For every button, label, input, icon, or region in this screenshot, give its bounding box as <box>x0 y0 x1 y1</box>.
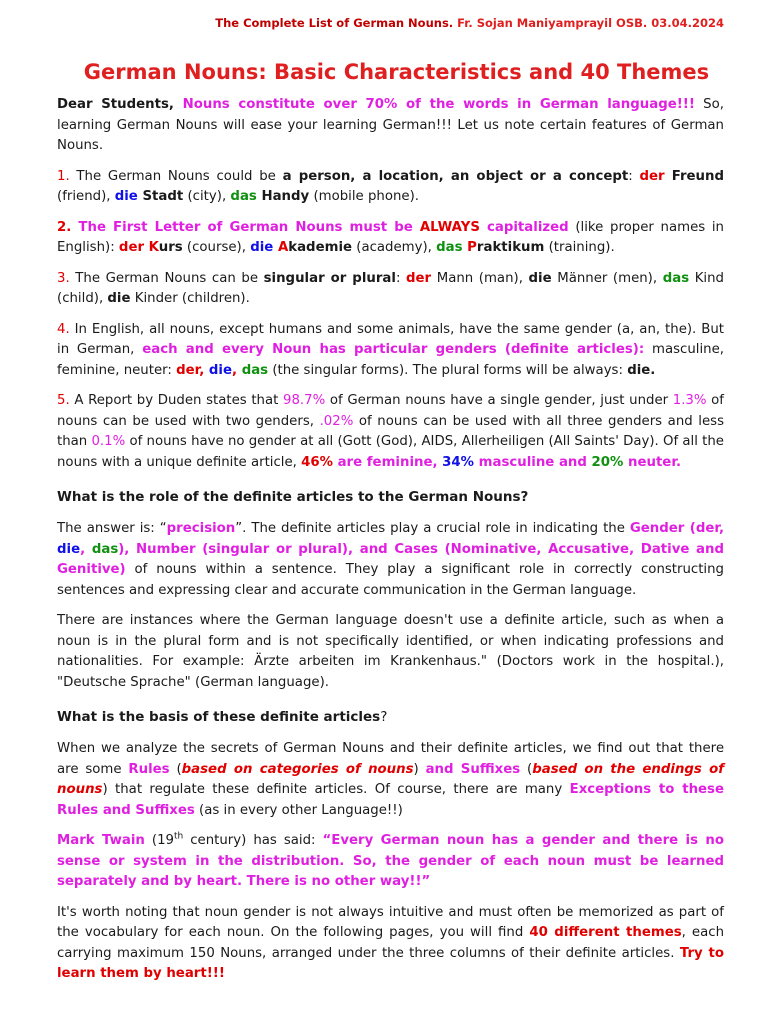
answer-text-3: of nouns within a sentence. They play a significant role in correctly constructing sentences and expressing clear and accurate communication in the German language. <box>57 562 724 598</box>
point-2-text-4: (training). <box>544 240 615 255</box>
intro-greeting: Dear Students, <box>57 97 183 112</box>
article-die: die <box>250 240 274 255</box>
answer-gender: Gender (der, <box>629 521 725 536</box>
point-3-text-3: Männer (men), <box>551 270 663 286</box>
point-2-highlight: The First Letter of German Nouns must be <box>71 219 420 235</box>
article-die-plural-2: die <box>107 291 131 306</box>
quote-author: Mark Twain <box>57 833 145 848</box>
point-2-number: 2. <box>57 219 72 235</box>
learn-by-heart: Try to learn them by heart!!! <box>57 945 724 981</box>
point-5-text-2: of German nouns have a single gender, just under <box>325 393 673 408</box>
exceptions-label: Exceptions to these Rules and Suffixes <box>57 782 724 818</box>
capital-letter-a: A <box>273 240 289 255</box>
quote-text-2: century) has said: <box>183 833 323 848</box>
label-neuter: neuter. <box>623 454 682 470</box>
point-3-text: The German Nouns can be <box>69 270 264 286</box>
paren: ( <box>169 761 182 777</box>
capital-letter-k: K <box>144 240 159 255</box>
rules-text: When we analyze the secrets of German Nouns and their definite articles, we find out that there are some <box>57 741 724 777</box>
point-5-text-5: of nouns have no gender at all (Gott (God), AIDS, Allerheiligen (All Saints' Day). Of all the nouns with a unique definite article, <box>57 434 724 470</box>
noun-akademie-rest: kademie <box>288 240 353 255</box>
article-die-plural: die. <box>627 362 656 378</box>
rules-basis: based on categories of nouns <box>181 761 414 777</box>
point-4-text-2: masculine, feminine, neuter: <box>57 342 724 378</box>
point-4-text-3: (the singular forms). The plural forms will be always: <box>268 362 628 378</box>
page-title: German Nouns: Basic Characteristics and 40 Themes <box>83 60 710 84</box>
closing-text: It's worth noting that noun gender is not always intuitive and must often be memorized as part of the vocabulary for each noun. On the following pages, you will find <box>57 904 724 940</box>
point-3-number: 3. <box>57 270 70 286</box>
point-2-capitalized: capitalized <box>479 219 569 235</box>
question-mark: ? <box>380 709 388 725</box>
closing-paragraph <box>57 903 724 985</box>
point-2-text-2: (course), <box>182 240 251 255</box>
point-3-bold: singular or plural <box>263 270 396 286</box>
article-das: das <box>91 541 119 557</box>
label-feminine: are feminine, <box>332 454 443 470</box>
no-article-paragraph: There are instances where the German language doesn't use a definite article, such as when a noun is in the plural form and is not specifically identified, or when indicating professions and nationalities. For example: Ärzte arbeiten im Krankenhaus." (Doctors work in the hospital.), "Deutsche Sprache" (German language). <box>57 613 724 690</box>
article-das: das <box>436 240 463 255</box>
point-1-text-3: (city), <box>183 189 231 204</box>
stat-neuter: 20% <box>591 454 624 470</box>
closing-text-2: , each carrying maximum 150 Nouns, arranged under the three columns of their definite articles. <box>57 925 724 961</box>
superscript-th: th <box>174 831 184 842</box>
section-heading-role: What is the role of the definite articles to the German Nouns? <box>57 489 529 505</box>
point-2-text: (like proper names in English): <box>57 219 724 255</box>
answer-number-cases: ), Number (singular or plural), and Cases (Nominative, Accusative, Dative and Genitive) <box>57 541 725 577</box>
section-heading-basis <box>57 707 724 727</box>
point-3-text-5: Kinder (children). <box>130 291 250 306</box>
article-der: der <box>118 240 145 255</box>
point-2 <box>57 218 724 259</box>
stat-three-genders: .02% <box>319 413 354 429</box>
intro-highlight: Nouns constitute over 70% of the words in German language!!! <box>182 97 695 112</box>
point-1-text-2: (friend), <box>57 189 115 204</box>
themes-count: 40 different themes <box>529 925 682 940</box>
point-1 <box>57 167 724 208</box>
article-die: die <box>57 541 81 557</box>
article-die: die <box>114 189 138 204</box>
comma: , <box>232 362 242 378</box>
point-1-colon: : <box>628 168 640 184</box>
suffixes-label: and Suffixes <box>425 761 521 777</box>
point-4 <box>57 320 724 382</box>
noun-freund: Freund <box>664 168 724 184</box>
stat-two-genders: 1.3% <box>672 393 707 408</box>
answer-text: The answer is: “ <box>57 521 167 536</box>
rules-label: Rules <box>128 761 170 777</box>
article-der: der <box>639 168 665 184</box>
point-2-always: ALWAYS <box>419 219 480 235</box>
comma: , <box>80 541 92 557</box>
point-5 <box>57 391 724 473</box>
noun-stadt: Stadt <box>137 189 184 204</box>
rules-text-2: ) that regulate these definite articles. Of course, there are many <box>102 782 570 797</box>
suffixes-basis: based on the endings of nouns <box>57 761 725 797</box>
quote-text: (19 <box>144 833 175 848</box>
rules-text-3: (as in every other Language!!) <box>194 802 403 818</box>
answer-paragraph <box>57 519 724 601</box>
section-heading-basis-text: What is the basis of these definite articles <box>57 709 381 725</box>
noun-kurs-rest: urs <box>158 240 183 255</box>
answer-precision: precision <box>166 521 236 536</box>
stat-masculine: 34% <box>442 454 474 470</box>
article-das: das <box>241 362 269 378</box>
point-5-text-4: of nouns can be used with all three genders and less than <box>57 413 724 449</box>
answer-text-2: ”. The definite articles play a crucial role in indicating the <box>235 521 630 536</box>
stat-single-gender: 98.7% <box>282 393 326 408</box>
article-das: das <box>230 189 257 204</box>
capital-letter-p: P <box>462 240 477 255</box>
point-3-text-4: Kind (child), <box>57 270 724 306</box>
point-1-bold: a person, a location, an object or a concept <box>282 168 629 184</box>
point-1-text-4: (mobile phone). <box>309 189 419 204</box>
header-author-date: Fr. Sojan Maniyamprayil OSB. 03.04.2024 <box>457 16 724 30</box>
article-die: die <box>208 362 232 378</box>
quote-paragraph <box>57 831 724 893</box>
paren: ( <box>520 761 533 777</box>
article-der: der <box>176 362 200 378</box>
point-2-text-3: (academy), <box>352 240 437 255</box>
stat-feminine: 46% <box>301 454 333 470</box>
point-5-text-3: of nouns can be used with two genders, <box>57 393 724 429</box>
rules-paragraph <box>57 739 724 821</box>
point-5-number: 5. <box>57 393 70 408</box>
twain-quote: “Every German noun has a gender and there is no sense or system in the distribution. So, the gender of each noun must be learned separately and by heart. There is no other way!!” <box>57 833 725 889</box>
article-der: der <box>406 270 432 286</box>
header-title: The Complete List of German Nouns. <box>215 16 458 30</box>
noun-handy: Handy <box>256 189 310 204</box>
point-4-highlight: each and every Noun has particular genders (definite articles): <box>142 342 645 357</box>
point-4-text: In English, all nouns, except humans and some animals, have the same gender (a, an, the). But in German, <box>57 321 724 357</box>
label-masculine: masculine and <box>474 454 592 470</box>
point-3 <box>57 269 724 310</box>
point-1-number: 1. <box>57 168 70 184</box>
point-5-text: A Report by Duden states that <box>69 393 283 408</box>
stat-no-gender: 0.1% <box>91 434 126 449</box>
point-4-number: 4. <box>57 321 70 337</box>
intro-rest: So, learning German Nouns will ease your learning German!!! Let us note certain features of German Nouns. <box>57 97 724 153</box>
article-die-plural: die <box>528 270 552 286</box>
article-das: das <box>662 270 690 286</box>
point-1-text: The German Nouns could be <box>69 168 283 184</box>
point-3-text-2: Mann (man), <box>431 270 529 286</box>
page-header <box>57 0 724 31</box>
noun-praktikum-rest: raktikum <box>476 240 545 255</box>
paren: ) <box>413 761 426 777</box>
comma: , <box>199 362 209 378</box>
point-3-colon: : <box>395 270 407 286</box>
intro-paragraph <box>57 95 724 157</box>
